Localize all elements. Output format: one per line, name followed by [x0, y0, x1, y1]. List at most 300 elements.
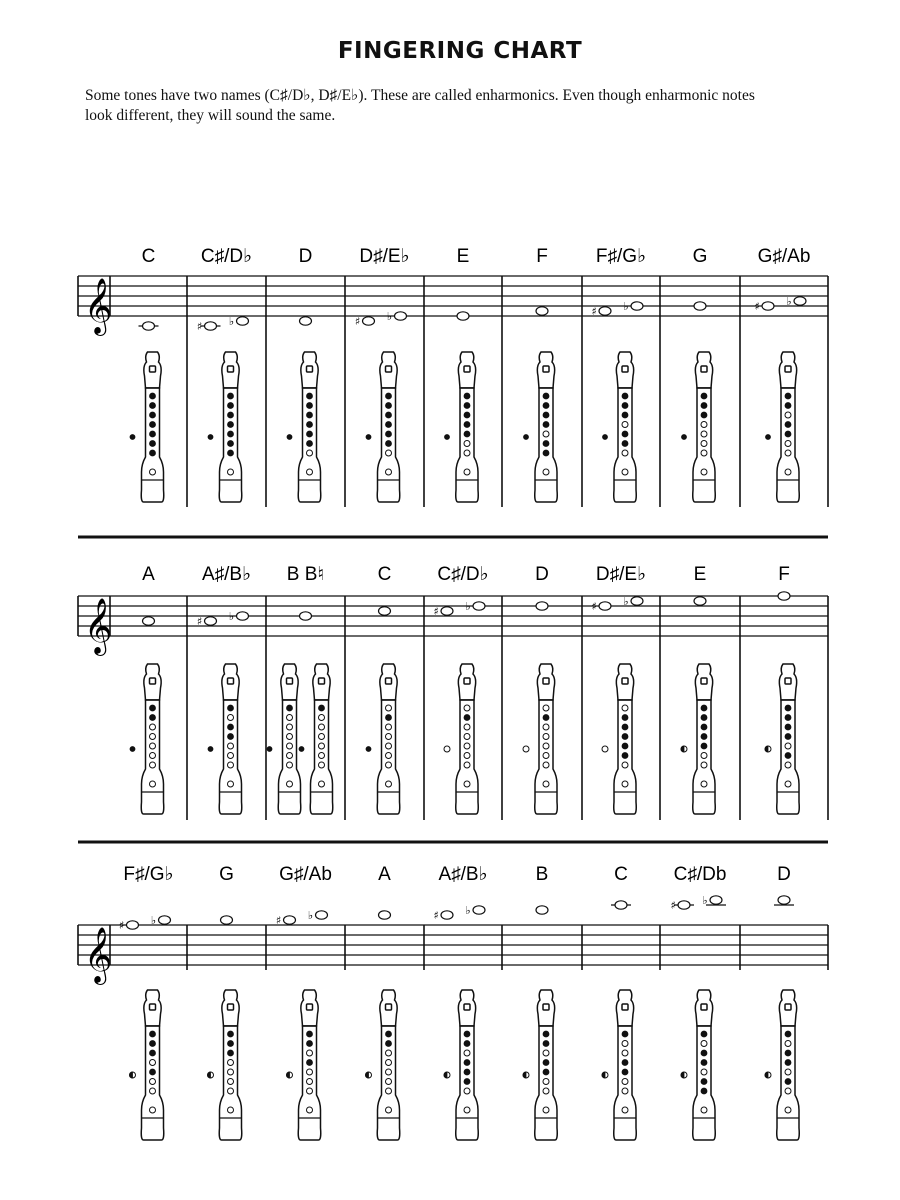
note-column — [670, 864, 726, 1140]
note-column — [754, 246, 810, 502]
open-hole-icon — [464, 734, 470, 740]
thumb-closed-icon — [445, 435, 450, 440]
closed-hole-icon — [543, 403, 549, 409]
open-hole-icon — [150, 1088, 156, 1094]
closed-hole-icon — [622, 1031, 628, 1037]
closed-hole-icon — [701, 734, 707, 740]
thumb-closed-icon — [524, 435, 529, 440]
thumb-closed-icon — [208, 747, 213, 752]
note-column — [130, 564, 164, 814]
note-name: A♯/B♭ — [438, 864, 488, 885]
open-hole-icon — [464, 743, 470, 749]
recorder-diagram — [766, 352, 800, 502]
closed-hole-icon — [701, 705, 707, 711]
recorder-window — [543, 678, 549, 684]
open-hole-icon — [386, 1088, 392, 1094]
recorder-diagram — [267, 664, 301, 814]
open-hole-icon — [464, 724, 470, 730]
closed-hole-icon — [622, 715, 628, 721]
note-name: D — [298, 246, 313, 267]
flat-sign: ♭ — [702, 894, 708, 907]
bell-hole-icon — [228, 1107, 234, 1113]
open-hole-icon — [307, 1069, 313, 1075]
notehead-icon — [159, 916, 171, 924]
flat-sign: ♭ — [465, 600, 471, 613]
bell-hole-icon — [287, 781, 293, 787]
closed-hole-icon — [307, 422, 313, 428]
closed-hole-icon — [622, 441, 628, 447]
open-hole-icon — [150, 753, 156, 759]
thumb-open-icon — [444, 746, 450, 752]
closed-hole-icon — [622, 1069, 628, 1075]
bell-hole-icon — [701, 781, 707, 787]
note-column — [591, 246, 646, 502]
note-name: D — [535, 564, 549, 585]
closed-hole-icon — [228, 403, 234, 409]
notehead-icon — [694, 597, 706, 605]
recorder-diagram — [130, 352, 164, 502]
closed-hole-icon — [386, 393, 392, 399]
bell-hole-icon — [319, 781, 325, 787]
note-name: G — [219, 864, 234, 885]
closed-hole-icon — [228, 393, 234, 399]
notehead-icon — [379, 607, 391, 615]
closed-hole-icon — [228, 734, 234, 740]
bell-hole-icon — [386, 1107, 392, 1113]
treble-clef-icon: 𝄞 — [84, 278, 113, 334]
open-hole-icon — [543, 724, 549, 730]
recorder-window — [622, 366, 628, 372]
bell-hole-icon — [622, 781, 628, 787]
open-hole-icon — [287, 715, 293, 721]
note-name: F — [778, 564, 790, 585]
recorder-window — [622, 678, 628, 684]
bell-hole-icon — [307, 1107, 313, 1113]
closed-hole-icon — [622, 431, 628, 437]
chart-row-2 — [78, 564, 828, 820]
notehead-icon — [205, 617, 217, 625]
open-hole-icon — [543, 431, 549, 437]
closed-hole-icon — [150, 1050, 156, 1056]
closed-hole-icon — [287, 705, 293, 711]
note-name: A♯/B♭ — [201, 564, 252, 585]
closed-hole-icon — [543, 1041, 549, 1047]
closed-hole-icon — [228, 724, 234, 730]
open-hole-icon — [150, 734, 156, 740]
note-name: C♯/D♭ — [200, 246, 253, 267]
recorder-diagram — [602, 664, 636, 814]
closed-hole-icon — [701, 1088, 707, 1094]
open-hole-icon — [785, 412, 791, 418]
closed-hole-icon — [150, 1041, 156, 1047]
open-hole-icon — [622, 422, 628, 428]
recorder-window — [622, 1004, 628, 1010]
closed-hole-icon — [228, 450, 234, 456]
note-column — [433, 564, 488, 814]
thumb-half-fill — [765, 746, 768, 752]
recorder-window — [701, 1004, 707, 1010]
thumb-open-icon — [602, 746, 608, 752]
notehead-icon — [127, 921, 139, 929]
closed-hole-icon — [622, 1060, 628, 1066]
open-hole-icon — [307, 1088, 313, 1094]
notehead-icon — [221, 916, 233, 924]
closed-hole-icon — [701, 393, 707, 399]
note-column — [445, 246, 479, 502]
open-hole-icon — [150, 743, 156, 749]
note-name: B — [535, 864, 549, 885]
open-hole-icon — [150, 762, 156, 768]
note-column — [366, 564, 400, 814]
thumb-half-fill — [681, 746, 684, 752]
note-column — [355, 246, 410, 502]
note-column — [208, 864, 242, 1140]
recorder-window — [307, 366, 313, 372]
open-hole-icon — [464, 1050, 470, 1056]
note-column — [681, 564, 715, 814]
thumb-closed-icon — [682, 435, 687, 440]
closed-hole-icon — [464, 422, 470, 428]
note-name: G — [692, 246, 708, 267]
closed-hole-icon — [150, 431, 156, 437]
recorder-diagram — [208, 352, 242, 502]
closed-hole-icon — [464, 715, 470, 721]
open-hole-icon — [785, 762, 791, 768]
recorder-diagram — [208, 664, 242, 814]
closed-hole-icon — [150, 422, 156, 428]
closed-hole-icon — [543, 450, 549, 456]
notehead-icon — [678, 901, 690, 909]
recorder-window — [701, 678, 707, 684]
note-column — [433, 864, 487, 1140]
closed-hole-icon — [307, 1060, 313, 1066]
sharp-sign: ♯ — [196, 320, 203, 333]
closed-hole-icon — [386, 431, 392, 437]
recorder-window — [464, 366, 470, 372]
recorder-diagram — [444, 664, 478, 814]
bell-hole-icon — [150, 781, 156, 787]
closed-hole-icon — [622, 743, 628, 749]
open-hole-icon — [622, 1079, 628, 1085]
open-hole-icon — [228, 762, 234, 768]
open-hole-icon — [228, 753, 234, 759]
notehead-icon — [205, 322, 217, 330]
open-hole-icon — [785, 1041, 791, 1047]
open-hole-icon — [785, 441, 791, 447]
closed-hole-icon — [785, 715, 791, 721]
closed-hole-icon — [622, 393, 628, 399]
open-hole-icon — [543, 1079, 549, 1085]
notehead-icon — [316, 911, 328, 919]
closed-hole-icon — [386, 715, 392, 721]
notehead-icon — [379, 911, 391, 919]
thumb-closed-icon — [299, 747, 304, 752]
notehead-icon — [778, 592, 790, 600]
bell-hole-icon — [622, 1107, 628, 1113]
closed-hole-icon — [785, 403, 791, 409]
closed-hole-icon — [464, 393, 470, 399]
thumb-half-fill — [366, 1072, 369, 1078]
bell-hole-icon — [150, 1107, 156, 1113]
notehead-icon — [631, 302, 643, 310]
closed-hole-icon — [150, 715, 156, 721]
open-hole-icon — [319, 753, 325, 759]
bell-hole-icon — [622, 469, 628, 475]
closed-hole-icon — [307, 441, 313, 447]
notehead-icon — [237, 317, 249, 325]
open-hole-icon — [785, 1069, 791, 1075]
recorder-window — [307, 1004, 313, 1010]
open-hole-icon — [543, 1088, 549, 1094]
recorder-window — [785, 678, 791, 684]
closed-hole-icon — [701, 403, 707, 409]
page-title: FINGERING CHART — [337, 38, 583, 64]
closed-hole-icon — [543, 1069, 549, 1075]
closed-hole-icon — [785, 1031, 791, 1037]
open-hole-icon — [228, 1060, 234, 1066]
recorder-window — [228, 366, 234, 372]
flat-sign: ♭ — [623, 595, 629, 608]
closed-hole-icon — [464, 1060, 470, 1066]
open-hole-icon — [307, 1079, 313, 1085]
thumb-open-icon — [523, 746, 529, 752]
closed-hole-icon — [543, 1031, 549, 1037]
closed-hole-icon — [307, 1031, 313, 1037]
closed-hole-icon — [386, 1041, 392, 1047]
notehead-icon — [457, 312, 469, 320]
closed-hole-icon — [785, 1050, 791, 1056]
recorder-diagram — [444, 990, 478, 1140]
recorder-diagram — [366, 664, 400, 814]
note-column — [524, 246, 558, 502]
recorder-diagram — [603, 352, 637, 502]
recorder-diagram — [287, 990, 321, 1140]
sharp-sign: ♯ — [433, 605, 439, 618]
note-name: D♯/E♭ — [595, 564, 647, 585]
open-hole-icon — [386, 762, 392, 768]
open-hole-icon — [228, 743, 234, 749]
note-name: F♯/G♭ — [595, 246, 647, 267]
recorder-diagram — [682, 352, 716, 502]
notehead-icon — [631, 597, 643, 605]
closed-hole-icon — [150, 450, 156, 456]
notehead-icon — [694, 302, 706, 310]
notehead-icon — [762, 302, 774, 310]
thumb-half-fill — [523, 1072, 526, 1078]
open-hole-icon — [386, 1060, 392, 1066]
closed-hole-icon — [543, 412, 549, 418]
closed-hole-icon — [228, 1050, 234, 1056]
flat-sign: ♭ — [228, 315, 235, 328]
note-name: C♯/D♭ — [437, 564, 489, 585]
recorder-window — [464, 678, 470, 684]
thumb-closed-icon — [766, 435, 771, 440]
notehead-icon — [536, 307, 548, 315]
thumb-closed-icon — [208, 435, 213, 440]
open-hole-icon — [785, 1088, 791, 1094]
recorder-diagram — [681, 990, 715, 1140]
open-hole-icon — [150, 1060, 156, 1066]
bell-hole-icon — [543, 469, 549, 475]
thumb-half-fill — [130, 1072, 133, 1078]
chart-row-3 — [78, 864, 828, 1140]
closed-hole-icon — [785, 753, 791, 759]
note-name: D♯/E♭ — [359, 246, 410, 267]
open-hole-icon — [785, 450, 791, 456]
open-hole-icon — [287, 743, 293, 749]
thumb-half-fill — [602, 1072, 605, 1078]
closed-hole-icon — [228, 1041, 234, 1047]
open-hole-icon — [464, 441, 470, 447]
notehead-icon — [599, 602, 611, 610]
note-column — [197, 564, 251, 814]
notehead-icon — [284, 916, 296, 924]
closed-hole-icon — [785, 393, 791, 399]
open-hole-icon — [622, 1041, 628, 1047]
recorder-window — [785, 1004, 791, 1010]
flat-sign: ♭ — [386, 310, 393, 323]
sharp-sign: ♯ — [591, 305, 597, 318]
note-name: C — [377, 564, 392, 585]
notehead-icon — [300, 317, 312, 325]
note-name: C — [141, 246, 156, 267]
open-hole-icon — [701, 431, 707, 437]
recorder-window — [319, 678, 325, 684]
bell-hole-icon — [386, 469, 392, 475]
open-hole-icon — [701, 422, 707, 428]
closed-hole-icon — [785, 734, 791, 740]
open-hole-icon — [319, 743, 325, 749]
recorder-window — [150, 1004, 156, 1010]
note-column — [765, 564, 799, 814]
note-column — [765, 864, 799, 1140]
treble-clef-icon: 𝄞 — [84, 598, 113, 654]
recorder-diagram — [366, 352, 400, 502]
note-column — [267, 564, 333, 814]
closed-hole-icon — [543, 393, 549, 399]
recorder-diagram — [130, 664, 164, 814]
closed-hole-icon — [785, 705, 791, 711]
open-hole-icon — [228, 715, 234, 721]
recorder-window — [287, 678, 293, 684]
note-column — [119, 864, 174, 1140]
recorder-diagram — [602, 990, 636, 1140]
closed-hole-icon — [701, 1031, 707, 1037]
open-hole-icon — [464, 450, 470, 456]
closed-hole-icon — [543, 715, 549, 721]
thumb-closed-icon — [130, 435, 135, 440]
sharp-sign: ♯ — [118, 919, 125, 932]
note-column — [591, 564, 646, 814]
closed-hole-icon — [622, 403, 628, 409]
bell-hole-icon — [785, 469, 791, 475]
recorder-diagram — [130, 990, 164, 1140]
note-name: E — [693, 564, 707, 585]
note-column — [682, 246, 716, 502]
recorder-diagram — [299, 664, 333, 814]
closed-hole-icon — [543, 441, 549, 447]
closed-hole-icon — [464, 1079, 470, 1085]
closed-hole-icon — [150, 1031, 156, 1037]
closed-hole-icon — [464, 1041, 470, 1047]
closed-hole-icon — [386, 1031, 392, 1037]
closed-hole-icon — [701, 1060, 707, 1066]
note-name: E — [456, 246, 470, 267]
closed-hole-icon — [386, 422, 392, 428]
closed-hole-icon — [150, 403, 156, 409]
open-hole-icon — [543, 734, 549, 740]
note-column — [602, 864, 636, 1140]
closed-hole-icon — [464, 1069, 470, 1075]
open-hole-icon — [386, 450, 392, 456]
closed-hole-icon — [228, 441, 234, 447]
flat-sign: ♭ — [228, 610, 235, 623]
recorder-window — [228, 678, 234, 684]
open-hole-icon — [287, 753, 293, 759]
note-name: A — [142, 564, 155, 585]
bell-hole-icon — [701, 1107, 707, 1113]
bell-hole-icon — [464, 1107, 470, 1113]
open-hole-icon — [464, 705, 470, 711]
recorder-diagram — [208, 990, 242, 1140]
bell-hole-icon — [543, 781, 549, 787]
closed-hole-icon — [701, 412, 707, 418]
closed-hole-icon — [543, 422, 549, 428]
note-name: D — [777, 864, 791, 885]
open-hole-icon — [464, 1088, 470, 1094]
closed-hole-icon — [319, 705, 325, 711]
flat-sign: ♭ — [623, 300, 629, 313]
notehead-icon — [441, 607, 453, 615]
notehead-icon — [710, 896, 722, 904]
closed-hole-icon — [150, 705, 156, 711]
recorder-window — [150, 678, 156, 684]
closed-hole-icon — [701, 715, 707, 721]
bell-hole-icon — [543, 1107, 549, 1113]
notehead-icon — [143, 322, 155, 330]
closed-hole-icon — [622, 753, 628, 759]
thumb-closed-icon — [267, 747, 272, 752]
closed-hole-icon — [622, 724, 628, 730]
closed-hole-icon — [785, 422, 791, 428]
recorder-window — [386, 1004, 392, 1010]
closed-hole-icon — [150, 441, 156, 447]
open-hole-icon — [307, 1050, 313, 1056]
note-column — [197, 246, 252, 502]
thumb-half-fill — [444, 1072, 447, 1078]
thumb-closed-icon — [130, 747, 135, 752]
recorder-window — [543, 1004, 549, 1010]
note-column — [287, 246, 321, 502]
open-hole-icon — [622, 762, 628, 768]
open-hole-icon — [543, 1050, 549, 1056]
recorder-window — [543, 366, 549, 372]
closed-hole-icon — [701, 1079, 707, 1085]
open-hole-icon — [701, 1041, 707, 1047]
flat-sign: ♭ — [786, 295, 792, 308]
closed-hole-icon — [386, 441, 392, 447]
bell-hole-icon — [785, 1107, 791, 1113]
open-hole-icon — [319, 724, 325, 730]
open-hole-icon — [701, 441, 707, 447]
sharp-sign: ♯ — [196, 615, 203, 628]
note-name: F — [536, 246, 548, 267]
closed-hole-icon — [785, 431, 791, 437]
note-column — [276, 864, 332, 1140]
thumb-closed-icon — [366, 435, 371, 440]
thumb-closed-icon — [287, 435, 292, 440]
closed-hole-icon — [228, 431, 234, 437]
